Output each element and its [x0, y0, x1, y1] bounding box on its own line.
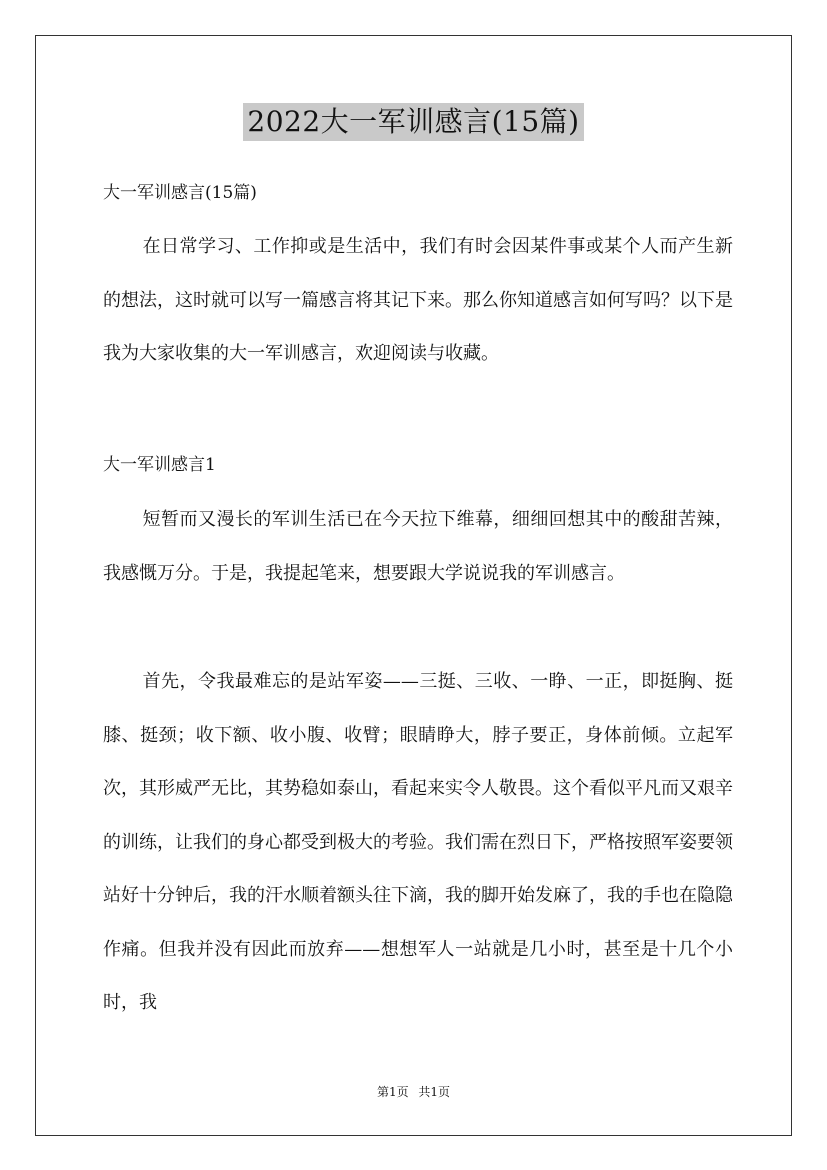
intro-paragraph: 在日常学习、工作抑或是生活中，我们有时会因某件事或某个人而产生新的想法，这时就可以写一篇感言将其记下来。那么你知道感言如何写吗？以下是我为大家收集的大一军训感言，欢迎阅读与收藏。: [103, 236, 733, 364]
body-paragraph: 首先，令我最难忘的是站军姿——三挺、三收、一睁、一正，即挺胸、挺膝、挺颈；收下额、收小腹、收臂；眼睛睁大，脖子要正，身体前倾。立起军次，其形威严无比，其势稳如泰山，看起来实令人敬畏。这个看似平凡而又艰辛的训练，让我们的身心都受到极大的考验。我们需在烈日下，严格按照军姿要领站好十分钟后，我的汗水顺着额头往下滴，我的脚开始发麻了，我的手也在隐隐作痛。但我并没有因此而放弃——想想军人一站就是几小时，甚至是十几个小时，我: [103, 671, 733, 1013]
page-footer: [0, 1083, 827, 1101]
title-container: [0, 103, 827, 141]
section-heading: 大一军训感言1: [103, 455, 216, 475]
body-paragraph: 短暂而又漫长的军训生活已在今天拉下维幕，细细回想其中的酸甜苦辣，我感慨万分。于是，我提起笔来，想要跟大学说说我的军训感言。: [103, 509, 733, 584]
document-subtitle: 大一军训感言(15篇): [103, 183, 257, 203]
total-pages: 共1页: [418, 1085, 451, 1099]
page-number: 第1页: [376, 1085, 409, 1099]
document-title: 2022大一军训感言(15篇): [243, 103, 583, 141]
